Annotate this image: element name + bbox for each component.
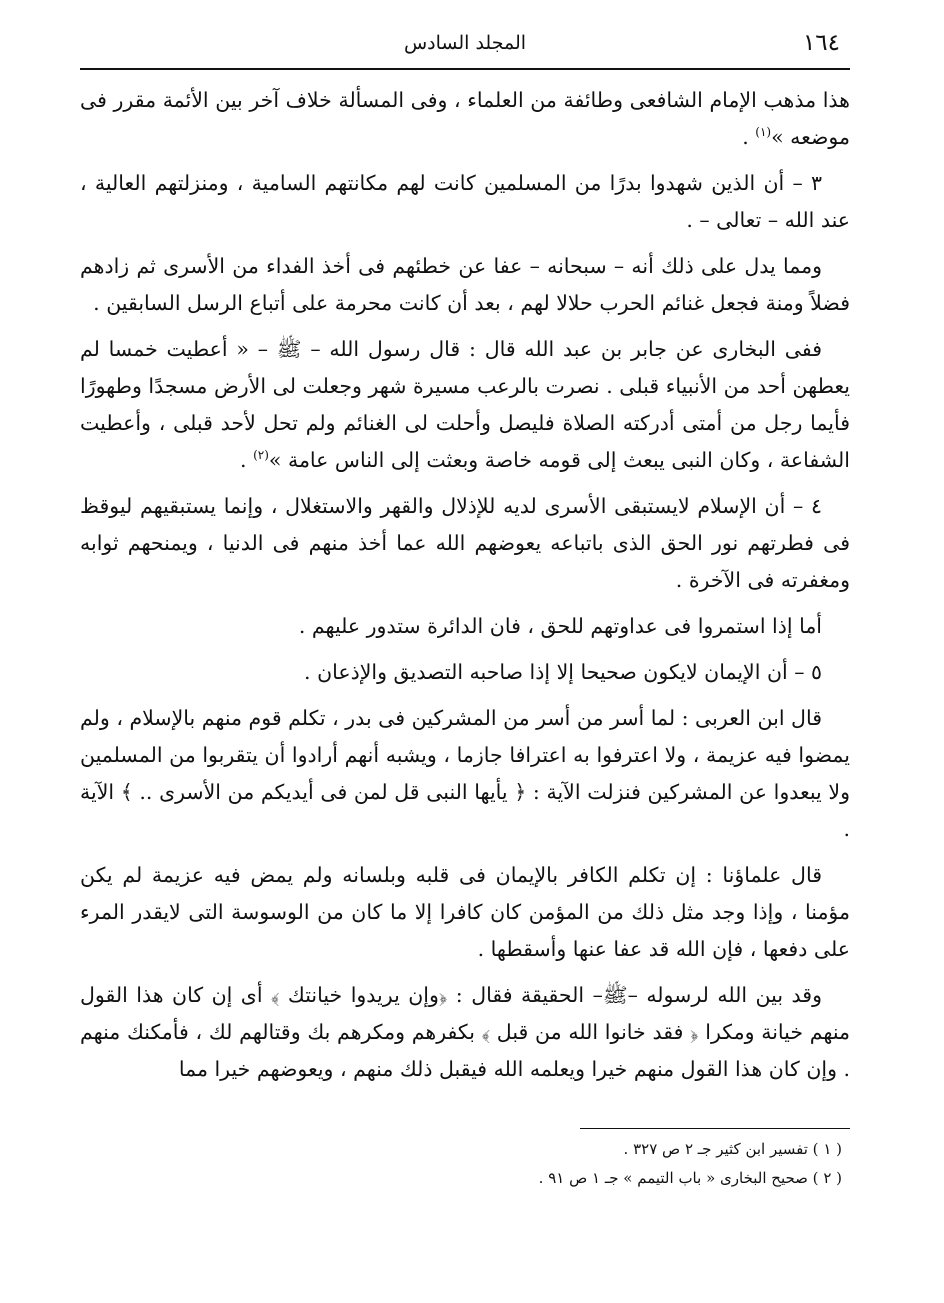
footnotes (80, 1128, 850, 1193)
paragraph-text: ففى البخارى عن جابر بن عبد الله قال : قال رسول الله – ﷺ – « أعطيت خمسا لم يعطهن أحد من الأنبياء قبلى . نصرت بالرعب مسيرة شهر وجعلت لى الأرض مسجدًا وطهورًا فأيما رجل من أمتى أدركته الصلاة فليصل وأحلت لى الغنائم ولم تحل لأحد قبلى ، وأعطيت الشفاعة ، وكان النبى يبعث إلى قومه خاصة وبعثت إلى الناس عامة » (80, 337, 850, 472)
paragraph (80, 248, 850, 322)
paragraph (80, 488, 850, 599)
paragraph-text: هذا مذهب الإمام الشافعى وطائفة من العلماء ، وفى المسألة خلاف آخر بين الأئمة مقرر فى موضعه » (80, 88, 850, 149)
paragraph-text: وقد بين الله لرسوله –ﷺ– الحقيقة فقال : ﴿وإن يريدوا خيانتك ﴾ أى إن كان هذا القول منهم خيانة ومكرا ﴿ فقد خانوا الله من قبل ﴾ بكفرهم ومكرهم بك وقتالهم لك ، فأمكنك منهم . وإن كان هذا القول منهم خيرا ويعلمه الله فيقبل ذلك منهم ، ويعوضهم خيرا مما (80, 983, 850, 1081)
paragraph (80, 165, 850, 239)
page-header (80, 26, 850, 70)
footnote-ref: (١) (755, 125, 772, 140)
paragraph (80, 608, 850, 645)
paragraph-text: أما إذا استمروا فى عداوتهم للحق ، فان الدائرة ستدور عليهم . (298, 614, 822, 638)
paragraph-text: ٤ – أن الإسلام لايستبقى الأسرى لديه للإذلال والقهر والاستغلال ، وإنما يستبقيهم ليوقظ فى فطرتهم نور الحق الذى باتباعه يعوضهم الله عما أخذ منهم فى الدنيا ، ويمنحهم ثوابه ومغفرته فى الآخرة . (80, 494, 850, 592)
paragraph (80, 857, 850, 968)
page-number: ١٦٤ (802, 30, 840, 56)
paragraph-tail: . (742, 125, 756, 149)
footnote-divider (580, 1128, 850, 1129)
paragraph (80, 82, 850, 156)
paragraph-text: ٥ – أن الإيمان لايكون صحيحا إلا إذا صاحبه التصديق والإذعان . (304, 660, 822, 684)
paragraph-tail: . (240, 448, 254, 472)
running-title: المجلد السادس (403, 32, 527, 54)
paragraph (80, 331, 850, 479)
paragraph-text: قال ابن العربى : لما أسر من أسر من المشركين فى بدر ، تكلم قوم منهم بالإسلام ، ولم يمضوا فيه عزيمة ، ولا اعترفوا به اعترافا جازما ، ويشبه أنهم أرادوا أن يتقربوا من المسلمين ولا يبعدوا عن المشركين فنزلت الآية : ﴿ يأيها النبى قل لمن فى أيديكم من الأسرى .. ﴾ الآية . (80, 706, 850, 841)
paragraph (80, 654, 850, 691)
page (80, 26, 850, 1097)
footnote: ( ١ ) تفسير ابن كثير جـ ٢ ص ٣٢٧ . (623, 1140, 842, 1158)
body-text (80, 82, 850, 1088)
footnote-ref: (٢) (253, 448, 269, 463)
paragraph-text: قال علماؤنا : إن تكلم الكافر بالإيمان فى قلبه وبلسانه ولم يمض فيه عزيمة لم يكن مؤمنا ، وإذا وجد مثل ذلك من المؤمن كان كافرا إلا ما كان من الوسوسة التى لايقدر المرء على دفعها ، فإن الله قد عفا عنها وأسقطها . (80, 863, 850, 961)
paragraph (80, 700, 850, 848)
paragraph (80, 977, 850, 1088)
paragraph-text: ٣ – أن الذين شهدوا بدرًا من المسلمين كانت لهم مكانتهم السامية ، ومنزلتهم العالية ، عند الله – تعالى – . (80, 171, 850, 232)
footnote: ( ٢ ) صحيح البخارى « باب التيمم » جـ ١ ص ٩١ . (538, 1169, 842, 1187)
paragraph-text: ومما يدل على ذلك أنه – سبحانه – عفا عن خطئهم فى أخذ الفداء من الأسرى ثم زادهم فضلاً ومنة فجعل غنائم الحرب حلالا لهم ، بعد أن كانت محرمة على أتباع الرسل السابقين . (80, 254, 850, 315)
